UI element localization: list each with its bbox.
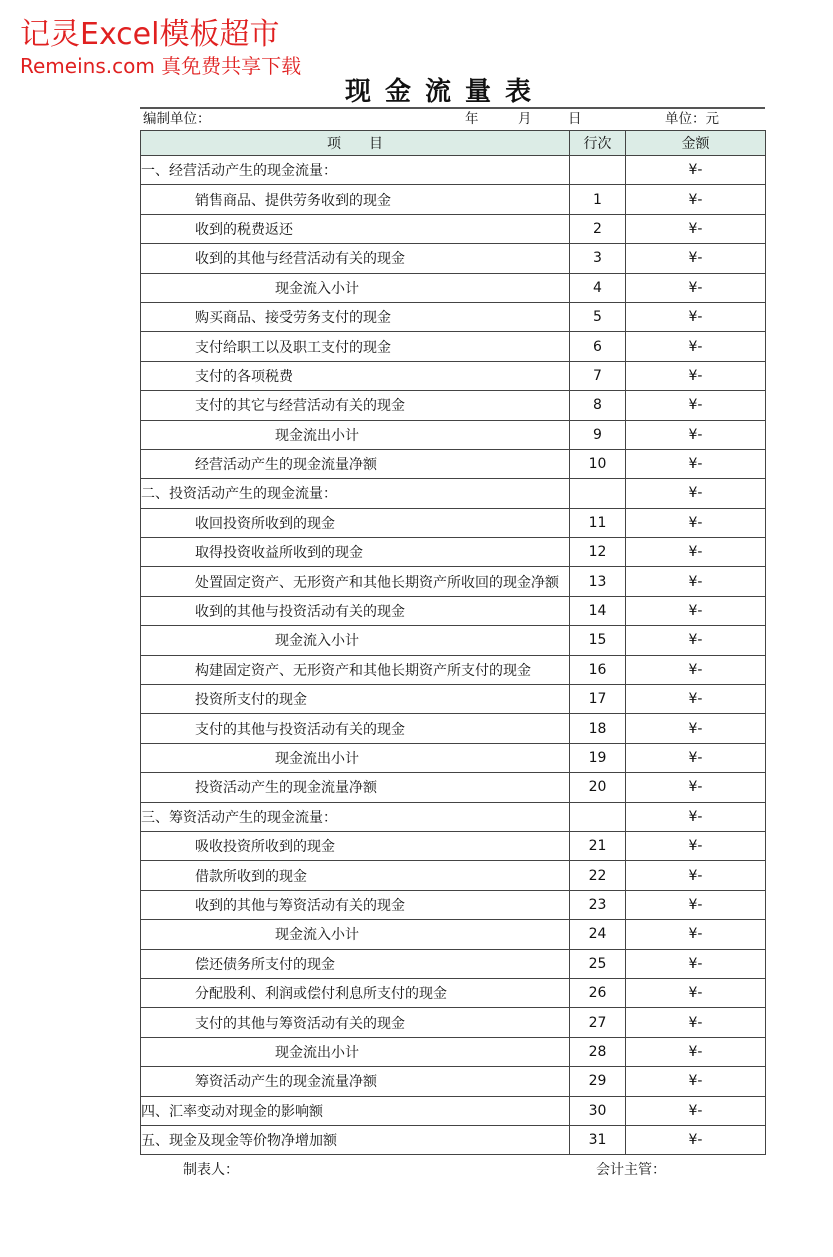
row-amount: ¥-	[626, 831, 766, 860]
preparer-label: 制表人：	[183, 1162, 239, 1178]
title-underline	[140, 107, 765, 109]
row-line-number: 23	[570, 890, 626, 919]
row-amount: ¥-	[626, 449, 766, 478]
row-amount: ¥-	[626, 743, 766, 772]
table-row	[141, 420, 766, 449]
row-item-label: 收回投资所收到的现金	[141, 508, 570, 537]
table-row	[141, 214, 766, 243]
row-line-number	[570, 802, 626, 831]
row-amount: ¥-	[626, 978, 766, 1007]
row-item-label: 现金流入小计	[141, 273, 570, 302]
table-row	[141, 273, 766, 302]
row-item-label: 构建固定资产、无形资产和其他长期资产所支付的现金	[141, 655, 570, 684]
table-row	[141, 361, 766, 390]
row-item-label: 四、汇率变动对现金的影响额	[141, 1096, 570, 1125]
table-row	[141, 773, 766, 802]
table-row	[141, 978, 766, 1007]
row-item-label: 销售商品、提供劳务收到的现金	[141, 185, 570, 214]
table-row	[141, 1096, 766, 1125]
row-amount: ¥-	[626, 391, 766, 420]
row-item-label: 分配股利、利润或偿付利息所支付的现金	[141, 978, 570, 1007]
row-amount: ¥-	[626, 1037, 766, 1066]
table-row	[141, 156, 766, 185]
row-line-number: 1	[570, 185, 626, 214]
table-row	[141, 1067, 766, 1096]
row-item-label: 现金流出小计	[141, 743, 570, 772]
table-header-row	[141, 131, 766, 156]
year-label: 年	[465, 111, 479, 127]
table-row	[141, 802, 766, 831]
prepared-by-unit-label: 编制单位：	[143, 111, 211, 127]
row-amount: ¥-	[626, 773, 766, 802]
header-amount: 金额	[626, 131, 766, 156]
row-item-label: 五、现金及现金等价物净增加额	[141, 1125, 570, 1154]
row-item-label: 筹资活动产生的现金流量净额	[141, 1067, 570, 1096]
row-item-label: 偿还债务所支付的现金	[141, 949, 570, 978]
row-item-label: 一、经营活动产生的现金流量：	[141, 156, 570, 185]
row-item-label: 支付的其他与筹资活动有关的现金	[141, 1008, 570, 1037]
row-line-number	[570, 156, 626, 185]
row-line-number: 2	[570, 214, 626, 243]
row-line-number: 26	[570, 978, 626, 1007]
row-line-number: 24	[570, 920, 626, 949]
day-label: 日	[568, 111, 582, 127]
supervisor-label: 会计主管：	[596, 1162, 666, 1178]
header-item: 项 目	[141, 131, 570, 156]
table-row	[141, 1008, 766, 1037]
table-row	[141, 596, 766, 625]
row-amount: ¥-	[626, 714, 766, 743]
header-line-no: 行次	[570, 131, 626, 156]
table-row	[141, 626, 766, 655]
row-line-number: 11	[570, 508, 626, 537]
row-line-number: 16	[570, 655, 626, 684]
row-line-number: 7	[570, 361, 626, 390]
row-amount: ¥-	[626, 890, 766, 919]
row-amount: ¥-	[626, 302, 766, 331]
table-row	[141, 920, 766, 949]
row-item-label: 处置固定资产、无形资产和其他长期资产所收回的现金净额	[141, 567, 570, 596]
table-row	[141, 479, 766, 508]
table-row	[141, 831, 766, 860]
table-row	[141, 655, 766, 684]
row-amount: ¥-	[626, 214, 766, 243]
table-row	[141, 332, 766, 361]
row-amount: ¥-	[626, 567, 766, 596]
row-amount: ¥-	[626, 802, 766, 831]
table-row	[141, 391, 766, 420]
row-amount: ¥-	[626, 420, 766, 449]
row-line-number: 31	[570, 1125, 626, 1154]
row-item-label: 支付给职工以及职工支付的现金	[141, 332, 570, 361]
row-line-number: 4	[570, 273, 626, 302]
month-label: 月	[518, 111, 532, 127]
row-amount: ¥-	[626, 508, 766, 537]
table-row	[141, 743, 766, 772]
row-line-number: 6	[570, 332, 626, 361]
table-row	[141, 861, 766, 890]
row-item-label: 取得投资收益所收到的现金	[141, 538, 570, 567]
row-item-label: 支付的其他与投资活动有关的现金	[141, 714, 570, 743]
row-item-label: 现金流出小计	[141, 1037, 570, 1066]
row-line-number: 3	[570, 244, 626, 273]
row-line-number: 17	[570, 685, 626, 714]
table-row	[141, 538, 766, 567]
row-line-number: 10	[570, 449, 626, 478]
row-item-label: 收到的其他与筹资活动有关的现金	[141, 890, 570, 919]
row-amount: ¥-	[626, 479, 766, 508]
row-amount: ¥-	[626, 244, 766, 273]
row-amount: ¥-	[626, 655, 766, 684]
table-row	[141, 1125, 766, 1154]
table-row	[141, 1037, 766, 1066]
row-amount: ¥-	[626, 1008, 766, 1037]
row-item-label: 收到的其他与经营活动有关的现金	[141, 244, 570, 273]
row-amount: ¥-	[626, 156, 766, 185]
row-line-number: 5	[570, 302, 626, 331]
row-line-number: 19	[570, 743, 626, 772]
row-line-number: 21	[570, 831, 626, 860]
row-amount: ¥-	[626, 626, 766, 655]
row-amount: ¥-	[626, 685, 766, 714]
row-amount: ¥-	[626, 920, 766, 949]
table-row	[141, 302, 766, 331]
row-item-label: 投资活动产生的现金流量净额	[141, 773, 570, 802]
cash-flow-table	[140, 130, 766, 1155]
row-item-label: 收到的其他与投资活动有关的现金	[141, 596, 570, 625]
row-item-label: 借款所收到的现金	[141, 861, 570, 890]
table-row	[141, 685, 766, 714]
row-line-number: 14	[570, 596, 626, 625]
row-amount: ¥-	[626, 273, 766, 302]
row-line-number: 27	[570, 1008, 626, 1037]
row-line-number: 8	[570, 391, 626, 420]
table-row	[141, 714, 766, 743]
row-line-number: 9	[570, 420, 626, 449]
row-amount: ¥-	[626, 596, 766, 625]
row-line-number: 22	[570, 861, 626, 890]
row-item-label: 三、筹资活动产生的现金流量：	[141, 802, 570, 831]
table-body	[141, 156, 766, 1155]
row-amount: ¥-	[626, 185, 766, 214]
row-item-label: 支付的各项税费	[141, 361, 570, 390]
row-item-label: 经营活动产生的现金流量净额	[141, 449, 570, 478]
row-line-number: 20	[570, 773, 626, 802]
table-row	[141, 949, 766, 978]
row-amount: ¥-	[626, 538, 766, 567]
row-item-label: 二、投资活动产生的现金流量：	[141, 479, 570, 508]
table-row	[141, 567, 766, 596]
row-amount: ¥-	[626, 332, 766, 361]
row-amount: ¥-	[626, 861, 766, 890]
row-item-label: 支付的其它与经营活动有关的现金	[141, 391, 570, 420]
page-title: 现金流量表	[344, 77, 545, 107]
row-line-number: 18	[570, 714, 626, 743]
row-line-number	[570, 479, 626, 508]
row-line-number: 13	[570, 567, 626, 596]
row-item-label: 吸收投资所收到的现金	[141, 831, 570, 860]
row-item-label: 购买商品、接受劳务支付的现金	[141, 302, 570, 331]
row-amount: ¥-	[626, 1125, 766, 1154]
row-line-number: 29	[570, 1067, 626, 1096]
currency-unit-label: 单位：元	[665, 111, 719, 127]
table-row	[141, 449, 766, 478]
row-item-label: 现金流出小计	[141, 420, 570, 449]
watermark-line-2: Remeins.com 真免费共享下载	[20, 54, 302, 78]
row-amount: ¥-	[626, 949, 766, 978]
row-line-number: 28	[570, 1037, 626, 1066]
table-row	[141, 185, 766, 214]
row-line-number: 25	[570, 949, 626, 978]
row-line-number: 15	[570, 626, 626, 655]
row-amount: ¥-	[626, 361, 766, 390]
row-line-number: 12	[570, 538, 626, 567]
table-row	[141, 508, 766, 537]
row-item-label: 投资所支付的现金	[141, 685, 570, 714]
table-row	[141, 244, 766, 273]
row-item-label: 现金流入小计	[141, 626, 570, 655]
row-amount: ¥-	[626, 1067, 766, 1096]
row-line-number: 30	[570, 1096, 626, 1125]
row-amount: ¥-	[626, 1096, 766, 1125]
table-row	[141, 890, 766, 919]
row-item-label: 收到的税费返还	[141, 214, 570, 243]
row-item-label: 现金流入小计	[141, 920, 570, 949]
watermark-line-1: 记灵Excel模板超市	[20, 17, 280, 52]
